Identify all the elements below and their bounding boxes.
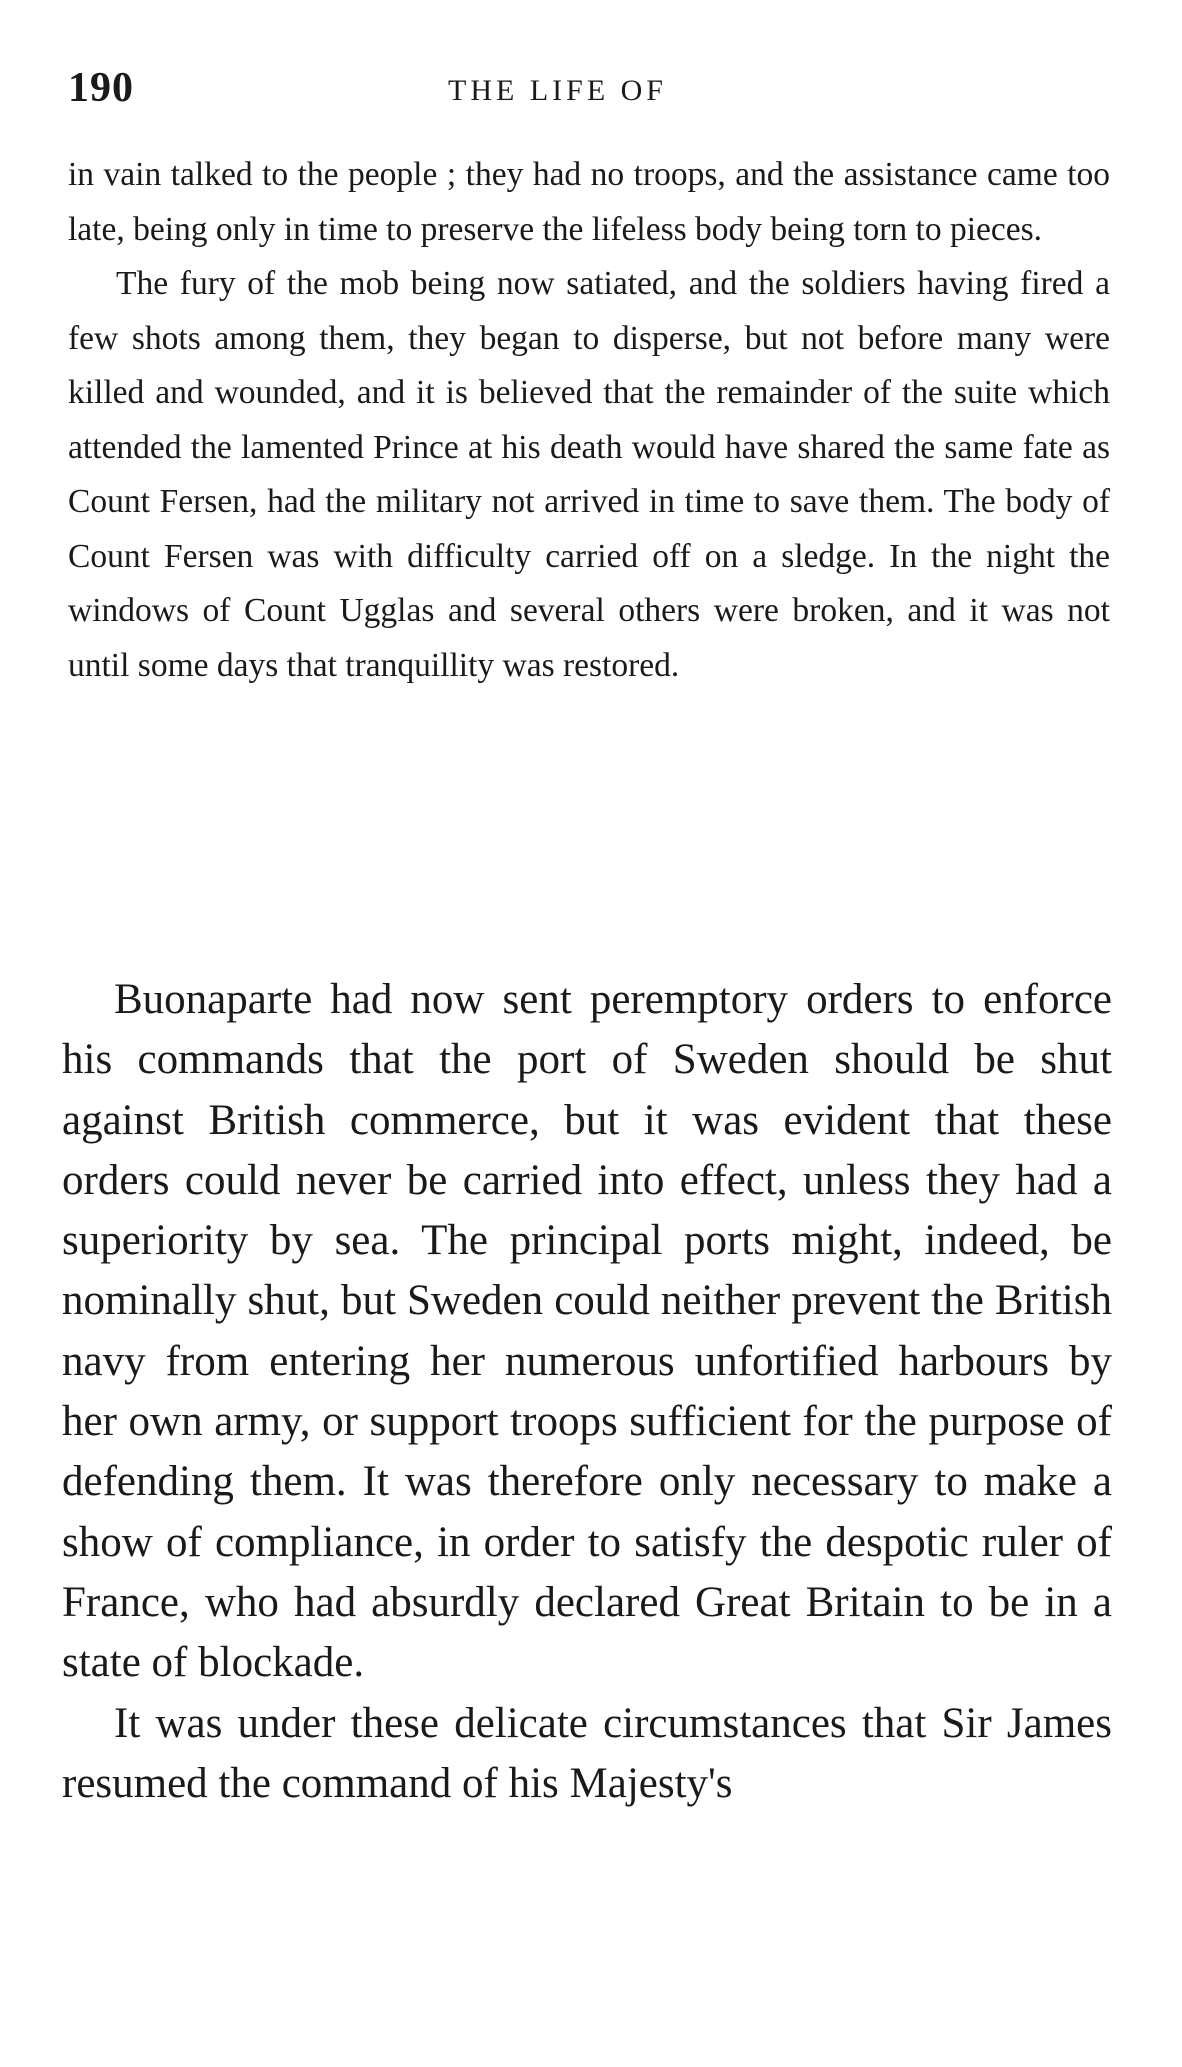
page-header: [68, 64, 1118, 124]
paragraph-mob-fury: The fury of the mob being now satiated, and the soldiers having fired a few shots among them, they began to disperse, but not before many were killed and wounded, and it is believed that the remainder of the suite which attended the lamented Prince at his death would have shared the same fate as Count Fersen, had the military not arrived in time to save them. The body of Count Fersen was with difficulty carried off on a sledge. In the night the windows of Count Ugglas and several others were broken, and it was not until some days that tranquillity was restored.: [68, 265, 1110, 684]
large-type-section: [62, 970, 1112, 1814]
paragraph-buonaparte-orders: Buonaparte had now sent peremptory orders to enforce his commands that the port of Sweden should be shut against British commerce, but it was evident that these orders could never be carried into effect, unless they had a superiority by sea. The principal ports might, indeed, be nominally shut, but Sweden could neither prevent the British navy from entering her numerous unfortified harbours by her own army, or support troops sufficient for the purpose of defending them. It was therefore only necessary to make a show of compliance, in order to satisfy the despotic ruler of France, who had absurdly declared Great Britain to be in a state of blockade.: [62, 976, 1112, 1687]
paragraph-sir-james: It was under these delicate circumstances that Sir James resumed the command of his Majesty's: [62, 1699, 1112, 1807]
running-head: THE LIFE OF: [448, 74, 667, 107]
page-number: 190: [68, 65, 134, 111]
small-type-section: [68, 148, 1110, 693]
paragraph-continuation: in vain talked to the people ; they had no troops, and the assistance came too late, being only in time to preserve the lifeless body being torn to pieces.: [68, 156, 1110, 248]
